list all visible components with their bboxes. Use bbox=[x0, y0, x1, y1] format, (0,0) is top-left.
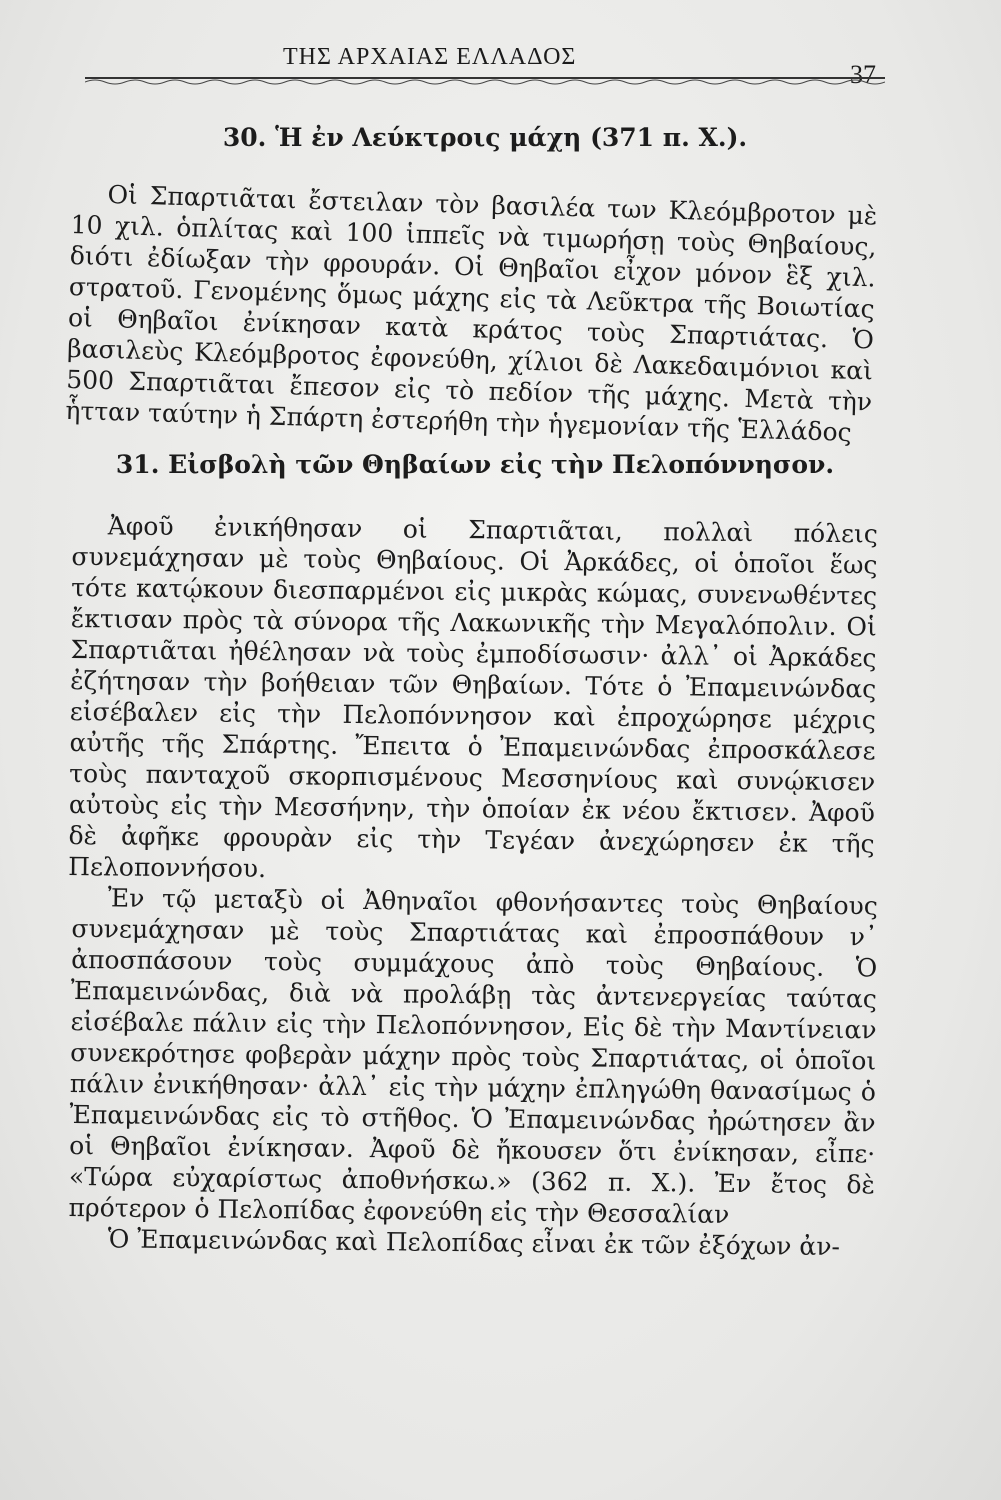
header-rule-wave bbox=[85, 78, 885, 86]
section-31-heading: 31. Εἰσβολὴ τῶν Θηβαίων εἰς τὴν Πελοπόννησον. bbox=[115, 450, 835, 479]
section-31-paragraph-3: Ὁ Ἐπαμεινώνδας καὶ Πελοπίδας εἶναι ἐκ τῶν ἐξόχων ἀν- bbox=[107, 1224, 841, 1262]
section-31-paragraph-1: Ἀφοῦ ἐνικήθησαν οἱ Σπαρτιᾶται, πολλαὶ πόλεις συνεμάχησαν μὲ τοὺς Θηβαίους. Οἱ Ἀρκάδες, οἱ ὁποῖοι ἕως τότε κατῴκουν διεσπαρμένοι εἰς μικρὰς κώμας, συνενωθέντες ἔκτισαν πρὸς τὰ σύνορα τῆς Λακωνικῆς τὴν Μεγαλόπολιν. Οἱ Σπαρτιᾶται ἠθέλησαν νὰ τοὺς ἐμποδίσωσιν· ἀλλ᾽ οἱ Ἀρκάδες ἐζήτησαν τὴν βοήθειαν τῶν Θηβαίων. Τότε ὁ Ἐπαμεινώνδας εἰσέβαλεν εἰς τὴν Πελοπόννησον καὶ ἐπροχώρησε μέχρις αὐτῆς τῆς Σπάρτης. Ἔπειτα ὁ Ἐπαμεινώνδας ἐπροσκάλεσε τοὺς πανταχοῦ σκορπισμένους Μεσσηνίους καὶ συνῴκισεν αὐτοὺς εἰς τὴν Μεσσήνην, τὴν ὁποίαν ἐκ νέου ἔκτισεν. Ἀφοῦ δὲ ἀφῆκε φρουρὰν εἰς τὴν Τεγέαν ἀνεχώρησεν ἐκ τῆς Πελοποννήσου. bbox=[68, 511, 878, 884]
section-30-paragraph: Οἱ Σπαρτιᾶται ἔστειλαν τὸν βασιλέα των Κλεόμβροτον μὲ 10 χιλ. ὁπλίτας καὶ 100 ἱππεῖς νὰ τιμωρήσῃ τοὺς Θηβαίους, διότι ἐδίωξαν τὴν φρουράν. Οἱ Θηβαῖοι εἶχον μόνον ἓξ χιλ. στρατοῦ. Γενομένης ὅμως μάχης εἰς τὰ Λεῦκτρα τῆς Βοιωτίας οἱ Θηβαῖοι ἐνίκησαν κατὰ κράτος τοὺς Σπαρτιάτας. Ὁ βασιλεὺς Κλεόμβροτος ἐφονεύθη, χίλιοι δὲ Λακεδαιμόνιοι καὶ 500 Σπαρτιᾶται ἔπεσον εἰς τὸ πεδίον τῆς μάχης. Μετὰ τὴν ἧτταν ταύτην ἡ Σπάρτη ἐστερήθη τὴν ἡγεμονίαν τῆς Ἑλλάδος bbox=[65, 180, 878, 447]
section-30-heading: 30. Ἡ ἐν Λεύκτροις μάχη (371 π. Χ.). bbox=[222, 123, 748, 152]
page-body bbox=[65, 118, 878, 1262]
page-number: 37 bbox=[850, 60, 876, 89]
running-head: ΤΗΣ ΑΡΧΑΙΑΣ ΕΛΛΑΔΟΣ bbox=[283, 44, 577, 70]
section-31-paragraph-2: Ἐν τῷ μεταξὺ οἱ Ἀθηναῖοι φθονήσαντες τοὺς Θηβαίους συνεμάχησαν μὲ τοὺς Σπαρτιάτας καὶ ἐπροσπάθουν ν᾽ ἀποσπάσουν τοὺς συμμάχους ἀπὸ τοὺς Θηβαίους. Ὁ Ἐπαμεινώνδας, διὰ νὰ προλάβῃ τὰς ἀντενεργείας ταύτας εἰσέβαλε πάλιν εἰς τὴν Πελοπόννησον, Εἰς δὲ τὴν Μαντίνειαν συνεκρότησε φοβερὰν μάχην πρὸς τοὺς Σπαρτιάτας, οἱ ὁποῖοι πάλιν ἐνικήθησαν· ἀλλ᾽ εἰς τὴν μάχην ἐπληγώθη θανασίμως ὁ Ἐπαμεινώνδας εἰς τὸ στῆθος. Ὁ Ἐπαμεινώνδας ἠρώτησεν ἂν οἱ Θηβαῖοι ἐνίκησαν. Ἀφοῦ δὲ ἤκουσεν ὅτι ἐνίκησαν, εἶπε· «Τώρα εὐχαρίστως ἀποθνήσκω.» (362 π. Χ.). Ἐν ἔτος δὲ πρότερον ὁ Πελοπίδας ἐφονεύθη εἰς τὴν Θεσσαλίαν bbox=[68, 883, 878, 1229]
